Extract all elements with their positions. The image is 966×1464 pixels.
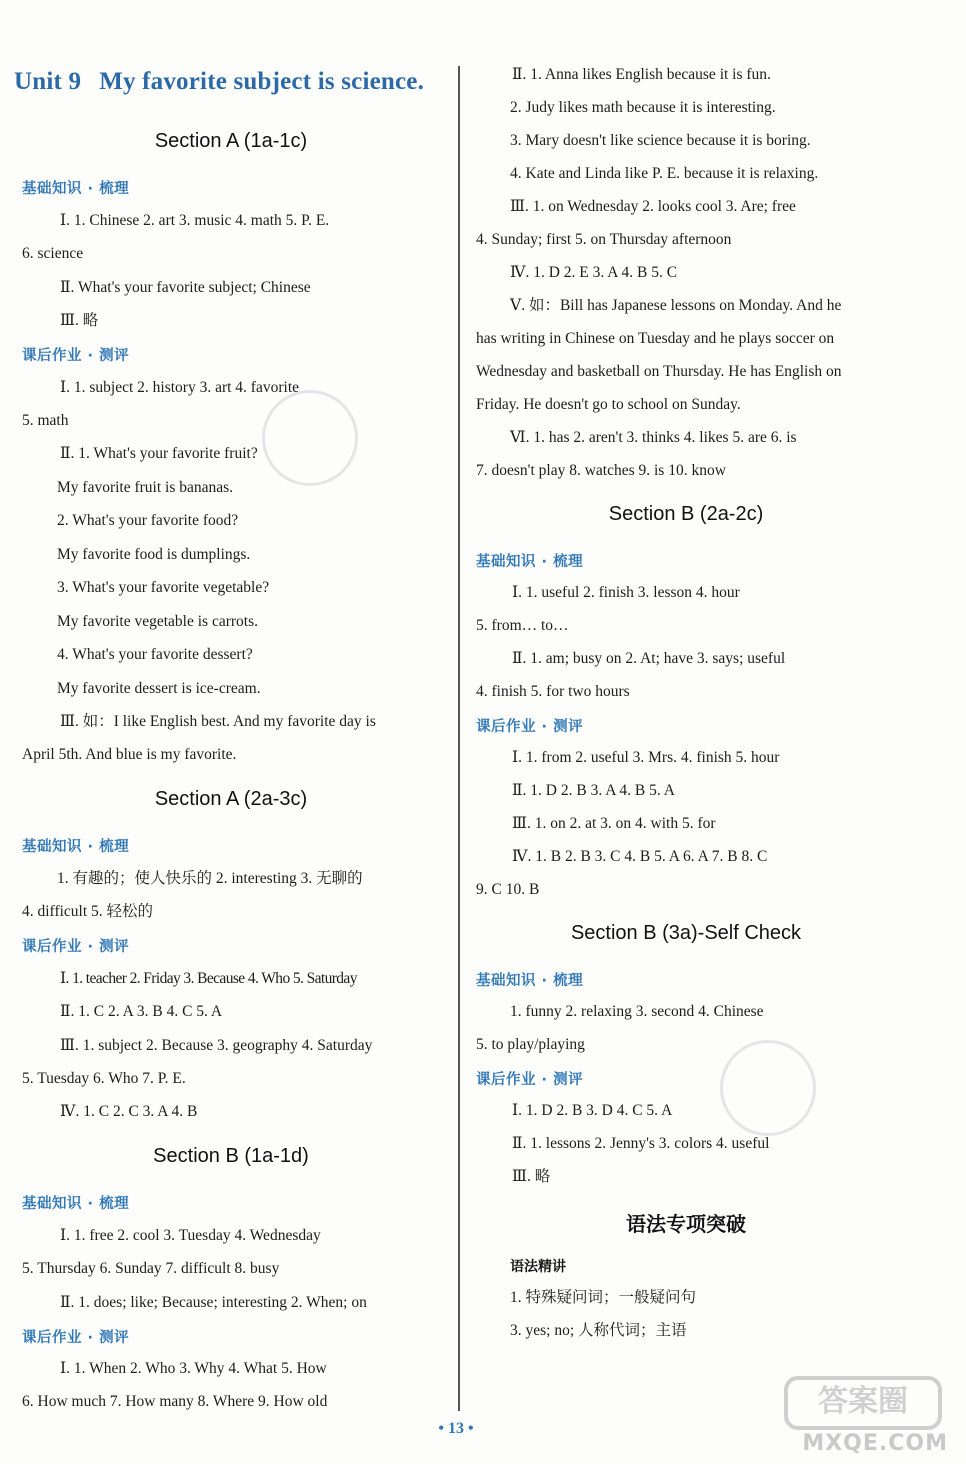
answer-line: Ⅱ. 1. Anna likes English because it is fun. [512, 66, 771, 83]
answer-line: Ⅰ. 1. subject 2. history 3. art 4. favorite [60, 379, 300, 396]
answer-line: My favorite food is dumplings. [57, 546, 251, 563]
answer-line: 4. difficult 5. 轻松的 [22, 903, 154, 920]
answer-line: My favorite vegetable is carrots. [57, 613, 258, 630]
answer-line: Ⅰ. 1. from 2. useful 3. Mrs. 4. finish 5. hour [512, 749, 780, 766]
answer-line: 2. What's your favorite food? [57, 512, 239, 529]
answer-line: 9. C 10. B [476, 881, 540, 898]
label-basic: 基础知识 · 梳理 [22, 839, 130, 855]
label-basic: 基础知识 · 梳理 [22, 181, 130, 197]
answer-line: Ⅰ. 1. D 2. B 3. D 4. C 5. A [512, 1102, 673, 1119]
answer-line: Ⅰ. 1. Chinese 2. art 3. music 4. math 5. P. E. [60, 212, 330, 229]
section-heading-2a-3c: Section A (2a-3c) [154, 788, 308, 810]
answer-line: Ⅲ. 略 [512, 1168, 551, 1185]
answer-line: 1. 有趣的；使人快乐的 2. interesting 3. 无聊的 [57, 870, 363, 887]
answer-line: 5. to play/playing [476, 1036, 585, 1053]
grammar-section-title: 语法专项突破 [626, 1212, 746, 1236]
answer-line: 3. yes; no; 人称代词；主语 [510, 1322, 687, 1339]
answer-line: Ⅴ. 如：Bill has Japanese lessons on Monday. And he [510, 297, 842, 314]
watermark-logo: 答案圈 [784, 1376, 942, 1430]
answer-line: 1. 特殊疑问词；一般疑问句 [510, 1289, 697, 1306]
answer-line: 2. Judy likes math because it is interesting. [510, 99, 776, 116]
column-divider [458, 66, 460, 1411]
answer-line: Ⅲ. 1. on 2. at 3. on 4. with 5. for [512, 815, 716, 832]
unit-heading: My favorite subject is science. [99, 68, 425, 95]
answer-line: 5. Tuesday 6. Who 7. P. E. [22, 1070, 186, 1087]
answer-line: Ⅱ. 1. am; busy on 2. At; have 3. says; useful [512, 650, 786, 667]
answer-line: 5. Thursday 6. Sunday 7. difficult 8. busy [22, 1260, 280, 1277]
answer-line: Ⅲ. 如：I like English best. And my favorite day is [60, 713, 376, 730]
answer-line: 6. How much 7. How many 8. Where 9. How old [22, 1393, 328, 1410]
page-number: • 13 • [438, 1420, 474, 1437]
answer-line: Ⅰ. 1. free 2. cool 3. Tuesday 4. Wednesday [60, 1227, 321, 1244]
answer-line: Ⅲ. 1. on Wednesday 2. looks cool 3. Are; free [510, 198, 796, 215]
answer-line: Ⅱ. 1. What's your favorite fruit? [60, 445, 258, 462]
answer-line: Ⅲ. 1. subject 2. Because 3. geography 4. Saturday [60, 1037, 373, 1054]
label-homework: 课后作业 · 测评 [22, 939, 130, 955]
unit-number: Unit 9 [14, 68, 82, 95]
answer-line: 3. Mary doesn't like science because it is boring. [510, 132, 811, 149]
section-heading-self-check: Section B (3a)-Self Check [570, 922, 802, 944]
answer-line: Wednesday and basketball on Thursday. He has English on [476, 363, 842, 380]
label-basic: 基础知识 · 梳理 [476, 554, 584, 570]
answer-line: Ⅱ. What's your favorite subject; Chinese [60, 279, 311, 296]
answer-line: Ⅵ. 1. has 2. aren't 3. thinks 4. likes 5. are 6. is [510, 429, 797, 446]
answer-line: has writing in Chinese on Tuesday and he plays soccer on [476, 330, 835, 347]
watermark [782, 1376, 952, 1458]
answer-line: Ⅱ. 1. lessons 2. Jenny's 3. colors 4. useful [512, 1135, 770, 1152]
answer-line: 5. from… to… [476, 617, 569, 634]
section-heading-1a-1d: Section B (1a-1d) [153, 1145, 309, 1167]
answer-line: 5. math [22, 412, 69, 429]
answer-line: 1. funny 2. relaxing 3. second 4. Chinese [510, 1003, 764, 1020]
label-basic: 基础知识 · 梳理 [22, 1196, 130, 1212]
faint-stamp-mark [262, 390, 358, 486]
answer-line: Ⅳ. 1. C 2. C 3. A 4. B [60, 1103, 198, 1120]
answer-line: 7. doesn't play 8. watches 9. is 10. know [476, 462, 726, 479]
answer-line: Ⅱ. 1. D 2. B 3. A 4. B 5. A [512, 782, 675, 799]
answer-line: 3. What's your favorite vegetable? [57, 579, 270, 596]
answer-line: Ⅱ. 1. C 2. A 3. B 4. C 5. A [60, 1003, 223, 1020]
watermark-site: MXQE.COM [802, 1431, 948, 1456]
answer-line: Ⅳ. 1. D 2. E 3. A 4. B 5. C [510, 264, 678, 281]
answer-line: Ⅳ. 1. B 2. B 3. C 4. B 5. A 6. A 7. B 8. C [512, 848, 768, 865]
answer-line: 4. Sunday; first 5. on Thursday afternoon [476, 231, 732, 248]
answer-line: April 5th. And blue is my favorite. [22, 746, 237, 763]
answer-line: My favorite dessert is ice-cream. [57, 680, 261, 697]
grammar-subheading: 语法精讲 [510, 1259, 566, 1275]
answer-line: My favorite fruit is bananas. [57, 479, 234, 496]
answer-line: Friday. He doesn't go to school on Sunday. [476, 396, 741, 413]
answer-line: Ⅰ. 1. When 2. Who 3. Why 4. What 5. How [60, 1360, 327, 1377]
answer-line: Ⅱ. 1. does; like; Because; interesting 2. When; on [60, 1294, 367, 1311]
label-homework: 课后作业 · 测评 [22, 348, 130, 364]
answer-line: Ⅰ. 1. useful 2. finish 3. lesson 4. hour [512, 584, 740, 601]
answer-line: 4. finish 5. for two hours [476, 683, 630, 700]
faint-stamp-mark [720, 1040, 816, 1136]
answer-line: Ⅲ. 略 [60, 312, 99, 329]
answer-line: Ⅰ. 1. teacher 2. Friday 3. Because 4. Who 5. Saturday [60, 970, 357, 987]
answer-line: 4. What's your favorite dessert? [57, 646, 253, 663]
section-heading-2a-2c: Section B (2a-2c) [608, 503, 764, 525]
unit-title [14, 68, 424, 96]
label-homework: 课后作业 · 测评 [476, 719, 584, 735]
label-homework: 课后作业 · 测评 [22, 1330, 130, 1346]
answer-line: 4. Kate and Linda like P. E. because it is relaxing. [510, 165, 819, 182]
label-basic: 基础知识 · 梳理 [476, 973, 584, 989]
answer-line: 6. science [22, 245, 84, 262]
section-heading-1a-1c: Section A (1a-1c) [154, 130, 308, 152]
label-homework: 课后作业 · 测评 [476, 1072, 584, 1088]
